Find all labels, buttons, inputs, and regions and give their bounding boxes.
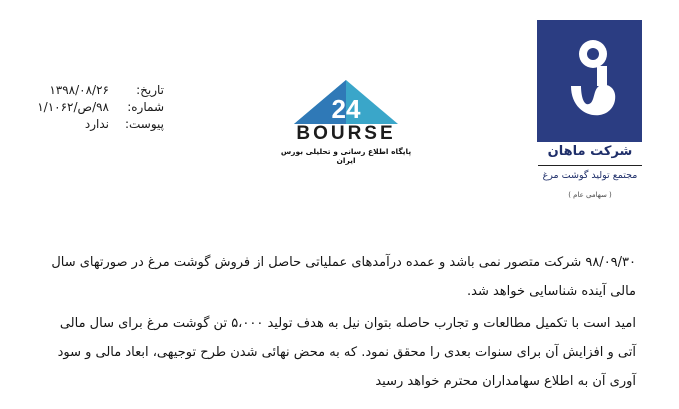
paragraph-2: امید است با تکمیل مطالعات و تجارب حاصله بتوان نیل به هدف تولید ۵،۰۰۰ تن گوشت مرغ برای سال مالی آتی و افزایش آن برای سنوات بعدی را محقق نمود. که به محض نهائی شدن طرح توجیهی، ابعاد مالی و سود آوری آن به اطلاع سهامداران محترم خواهد رسید xyxy=(57,316,636,389)
attachment-row xyxy=(14,116,164,133)
bourse-subtitle: پایگاه اطلاع رسانی و تحلیلی بورس ایران xyxy=(280,147,412,165)
company-subtitle: مجتمع تولید گوشت مرغ xyxy=(542,170,638,181)
company-divider xyxy=(538,165,642,166)
company-emblem xyxy=(537,20,642,142)
bourse-number: 24 xyxy=(331,94,361,124)
number-label: شماره: xyxy=(127,100,164,114)
bourse-triangle-icon xyxy=(272,78,420,126)
bourse-word: BOURSE xyxy=(296,123,396,144)
company-legal-form: ( سهامی عام ) xyxy=(568,191,612,199)
date-label: تاریخ: xyxy=(136,83,164,97)
company-name: شرکت ماهان xyxy=(547,144,633,159)
number-row xyxy=(14,99,164,116)
attachment-label: پیوست: xyxy=(124,117,164,131)
company-emblem-icon xyxy=(537,20,642,142)
number-value: ۹۸/ص/۱/۱۰۶۲ xyxy=(37,100,109,114)
letter-meta xyxy=(14,82,164,133)
letter-body xyxy=(48,248,636,396)
date-value: ۱۳۹۸/۰۸/۲۶ xyxy=(49,83,109,97)
paragraph-1: ۹۸/۰۹/۳۰ شرکت متصور نمی باشد و عمده درآمدهای عملیاتی حاصل از فروش گوشت مرغ در صورتهای سال مالی آینده شناسایی خواهد شد. xyxy=(51,255,636,299)
date-row xyxy=(14,82,164,99)
company-logo xyxy=(532,20,648,205)
bourse-logo xyxy=(272,78,420,168)
attachment-value: ندارد xyxy=(84,117,109,131)
